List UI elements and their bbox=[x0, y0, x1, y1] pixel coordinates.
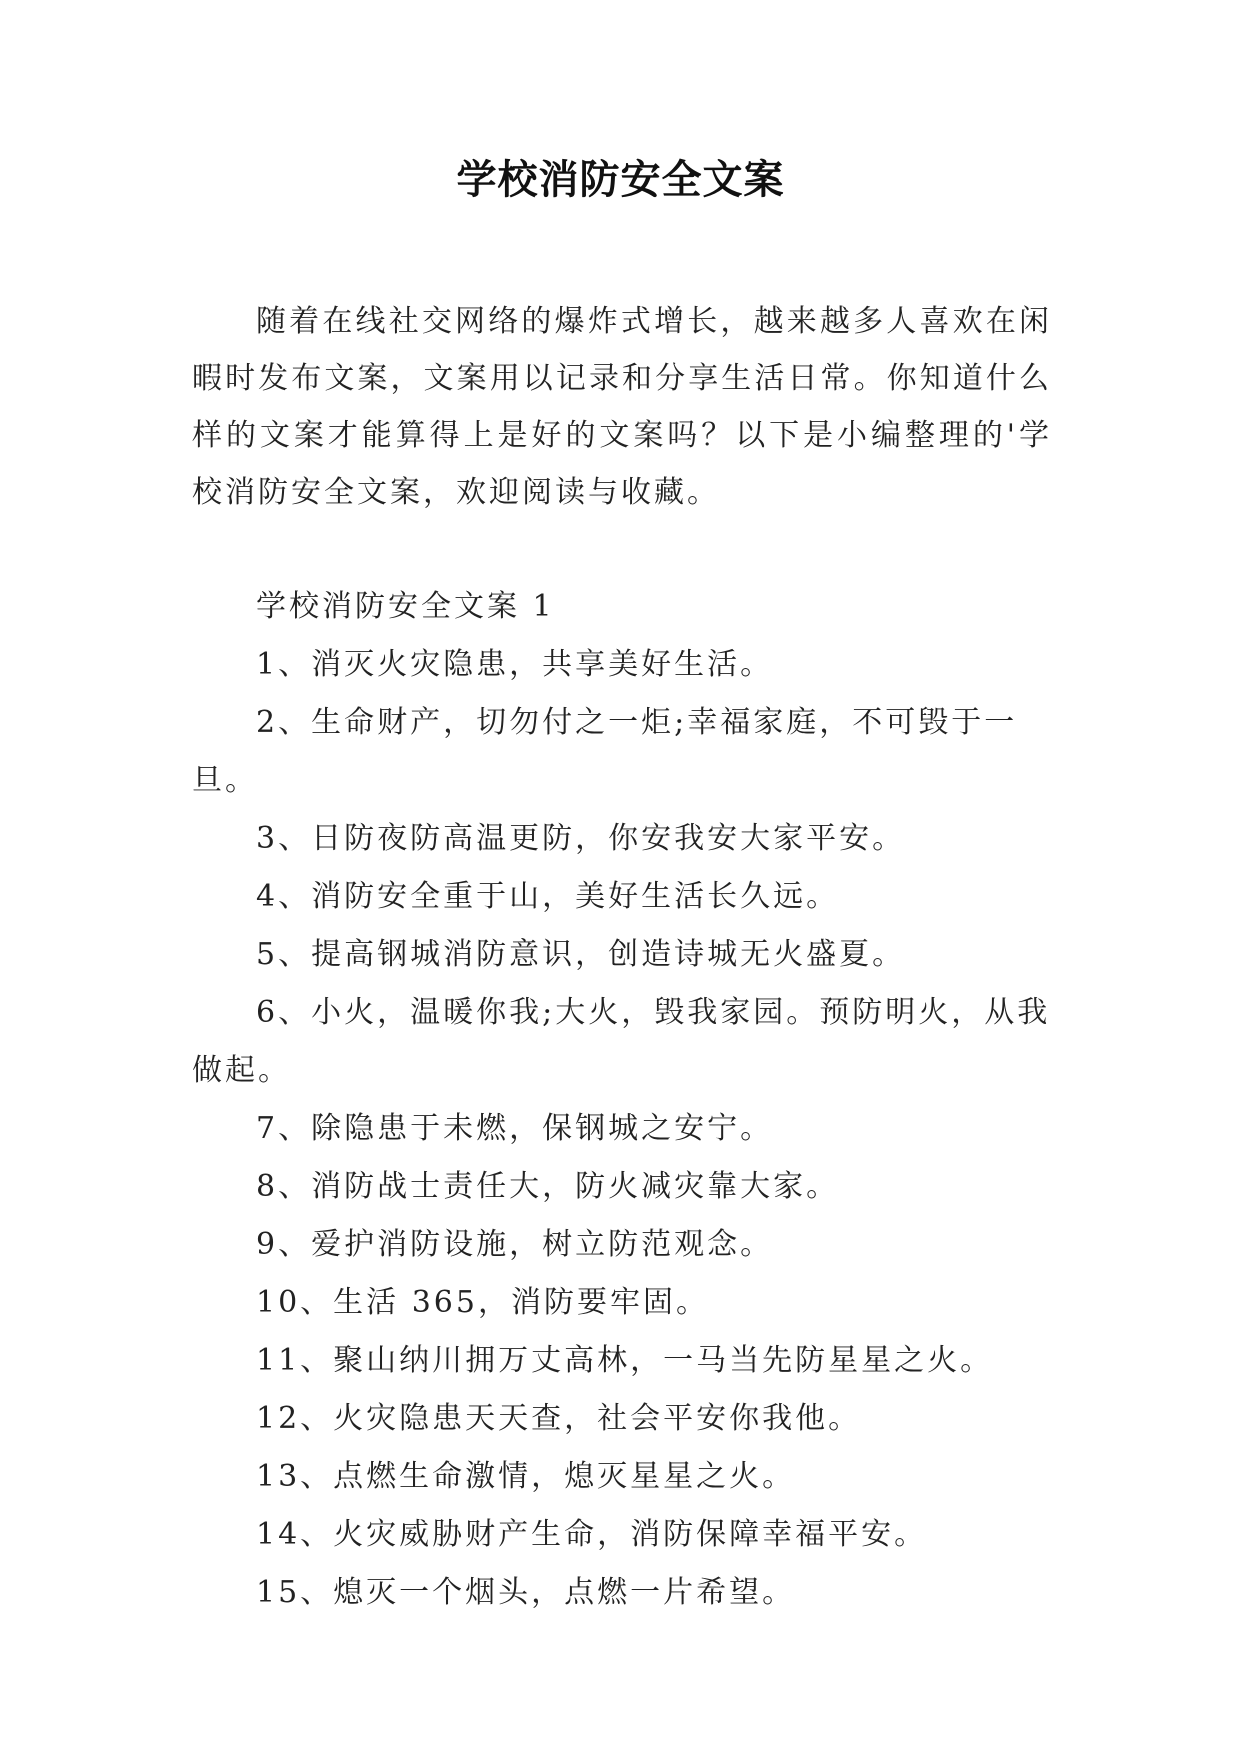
slogan-list bbox=[192, 636, 1052, 1622]
list-item: 11、聚山纳川拥万丈高林，一马当先防星星之火。 bbox=[256, 1343, 994, 1378]
list-item: 6、小火，温暖你我;大火，毁我家园。预防明火，从我做起。 bbox=[192, 995, 1051, 1088]
list-item: 15、熄灭一个烟头，点燃一片希望。 bbox=[256, 1575, 796, 1610]
list-item: 3、日防夜防高温更防，你安我安大家平安。 bbox=[256, 821, 906, 856]
list-item: 1、消灭火灾隐患，共享美好生活。 bbox=[256, 647, 774, 682]
section-heading: 学校消防安全文案 1 bbox=[256, 589, 555, 624]
list-item: 12、火灾隐患天天查，社会平安你我他。 bbox=[256, 1401, 862, 1436]
list-item: 13、点燃生命激情，熄灭星星之火。 bbox=[256, 1459, 796, 1494]
list-item: 5、提高钢城消防意识，创造诗城无火盛夏。 bbox=[256, 937, 906, 972]
list-item: 10、生活 365，消防要牢固。 bbox=[256, 1285, 709, 1320]
list-item: 2、生命财产，切勿付之一炬;幸福家庭，不可毁于一旦。 bbox=[192, 705, 1018, 798]
list-item: 8、消防战士责任大，防火减灾靠大家。 bbox=[256, 1169, 840, 1204]
list-item: 7、除隐患于未燃，保钢城之安宁。 bbox=[256, 1111, 774, 1146]
document-title: 学校消防安全文案 bbox=[456, 157, 785, 203]
intro-paragraph: 随着在线社交网络的爆炸式增长，越来越多人喜欢在闲暇时发布文案，文案用以记录和分享生活日常。你知道什么样的文案才能算得上是好的文案吗？以下是小编整理的'学校消防安全文案，欢迎阅读与收藏。 bbox=[192, 304, 1052, 510]
list-item: 14、火灾威胁财产生命，消防保障幸福平安。 bbox=[256, 1517, 928, 1552]
list-item: 9、爱护消防设施，树立防范观念。 bbox=[256, 1227, 774, 1262]
list-item: 4、消防安全重于山，美好生活长久远。 bbox=[256, 879, 840, 914]
slogan-section bbox=[192, 578, 1052, 1622]
